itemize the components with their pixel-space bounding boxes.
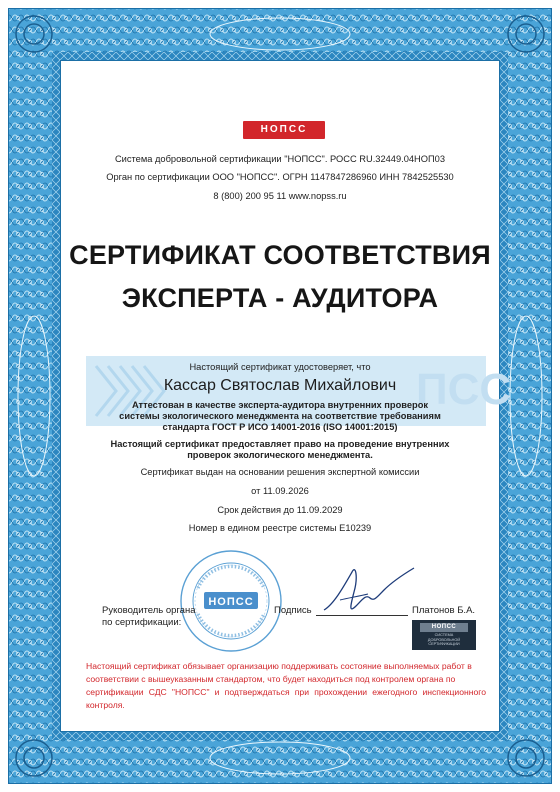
head-of-organ-label-line2: по сертификации: (102, 617, 182, 628)
registry-label: Номер в едином реестре системы (188, 523, 337, 533)
attestation-line3: стандарта ГОСТ Р ИСО 14001-2016 (ISO 14001:2015) (162, 422, 398, 432)
head-of-organ-label-line1: Руководитель органа (102, 605, 196, 616)
signer-name: Платонов Б.А. (412, 605, 476, 616)
svg-text:ПСС: ПСС (416, 365, 512, 414)
badge-title: НОПСС (420, 623, 468, 632)
footer-line3: сертификации СДС "НОПСС" и подтверждаться при прохождении ежегодного инспекционного контроля. (86, 687, 486, 710)
person-name: Кассар Святослав Михайлович (163, 377, 397, 394)
intro-text: Настоящий сертификат удостоверяет, что (189, 362, 371, 372)
badge-line3: СЕРТИФИКАЦИИ (428, 642, 460, 646)
badge-line2: ДОБРОВОЛЬНОЙ (427, 637, 461, 642)
footer-line1: Настоящий сертификат обязывает организацию поддерживать состояние выполняемых работ в (86, 661, 472, 671)
badge-line1: СИСТЕМА (434, 633, 454, 637)
decision-date-label: от (251, 486, 261, 496)
validity-row (0, 505, 560, 515)
basis-text: Сертификат выдан на основании решения экспертной комиссии (140, 467, 420, 477)
validity-date: 11.09.2029 (296, 505, 343, 515)
system-badge (412, 620, 476, 650)
registry-number: E10239 (339, 523, 372, 533)
stamp-center-text: НОПСС (208, 596, 254, 608)
signature-label: Подпись (274, 605, 312, 616)
attestation-line2: системы экологического менеджмента на соответствие требованиям (119, 411, 441, 421)
nopss-logo: НОПСС (243, 121, 325, 139)
certification-system-line: Система добровольной сертификации "НОПСС". РОСС RU.32449.04НОП03 (114, 154, 446, 164)
contacts-line: 8 (800) 200 95 11 www.nopss.ru (213, 191, 347, 201)
rights-line2: проверок экологического менеджмента. (187, 450, 373, 460)
badge-text (412, 633, 476, 647)
decision-date-row (0, 486, 560, 496)
footer-notice (86, 660, 486, 712)
footer-line2: соответствии с вышеуказанным стандартом, что будет находиться под контролем органа по (86, 674, 456, 684)
registry-row (0, 523, 560, 533)
certification-organ-line: Орган по сертификации ООО "НОПСС". ОГРН 1147847286960 ИНН 7842525530 (106, 172, 454, 182)
signature-line (316, 615, 408, 616)
certificate-title-line1: СЕРТИФИКАТ СООТВЕТСТВИЯ (69, 240, 491, 270)
attestation-line1: Аттестован в качестве эксперта-аудитора внутренних проверок (131, 400, 429, 410)
rights-line1: Настоящий сертификат предоставляет право на проведение внутренних (110, 439, 450, 449)
validity-label: Срок действия до (217, 505, 295, 515)
round-stamp (178, 548, 284, 654)
certificate-title-line2: ЭКСПЕРТА - АУДИТОРА (121, 283, 439, 313)
decision-date: 11.09.2026 (262, 486, 309, 496)
